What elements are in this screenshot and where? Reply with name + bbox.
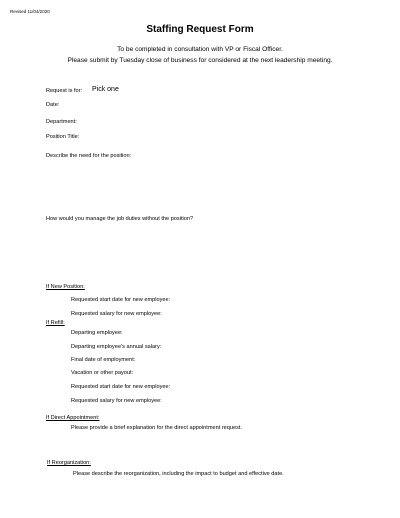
refill-item: Requested salary for new employee: (71, 398, 162, 404)
department-label: Department: (46, 119, 77, 125)
new-position-item: Requested salary for new employee: (71, 311, 162, 317)
refill-item: Departing employee: (71, 330, 123, 336)
position-title-label: Position Title: (46, 134, 80, 140)
refill-heading: If Refill: (46, 320, 65, 326)
reorganization-text: Please describe the reorganization, including the impact to budget and effective date. (73, 471, 284, 477)
form-title: Staffing Request Form (146, 24, 254, 35)
refill-item: Final date of employment: (71, 357, 136, 363)
refill-item: Vacation or other payout: (71, 370, 134, 376)
refill-item: Departing employee's annual salary: (71, 344, 162, 350)
reorganization-heading: If Reorganization: (47, 460, 91, 466)
need-description-label: Describe the need for the position: (46, 153, 132, 159)
manage-duties-label: How would you manage the job duties without the position? (46, 216, 194, 222)
direct-appointment-heading: If Direct Appointment: (46, 415, 100, 421)
request-type-dropdown[interactable]: Pick one (92, 86, 119, 93)
subtitle-line-2: Please submit by Tuesday close of business for considered at the next leadership meeting. (67, 57, 333, 64)
request-is-for-label: Request is for: (46, 88, 83, 94)
date-label: Date: (46, 102, 60, 108)
direct-appointment-text: Please provide a brief explanation for the direct appointment request. (71, 425, 243, 431)
subtitle-line-1: To be completed in consultation with VP or Fiscal Officer. (117, 46, 283, 53)
revised-date: Revised 11/04/2020 (10, 9, 50, 14)
refill-item: Requested start date for new employee: (71, 384, 171, 390)
new-position-item: Requested start date for new employee: (71, 297, 171, 303)
new-position-heading: If New Position: (46, 284, 85, 290)
